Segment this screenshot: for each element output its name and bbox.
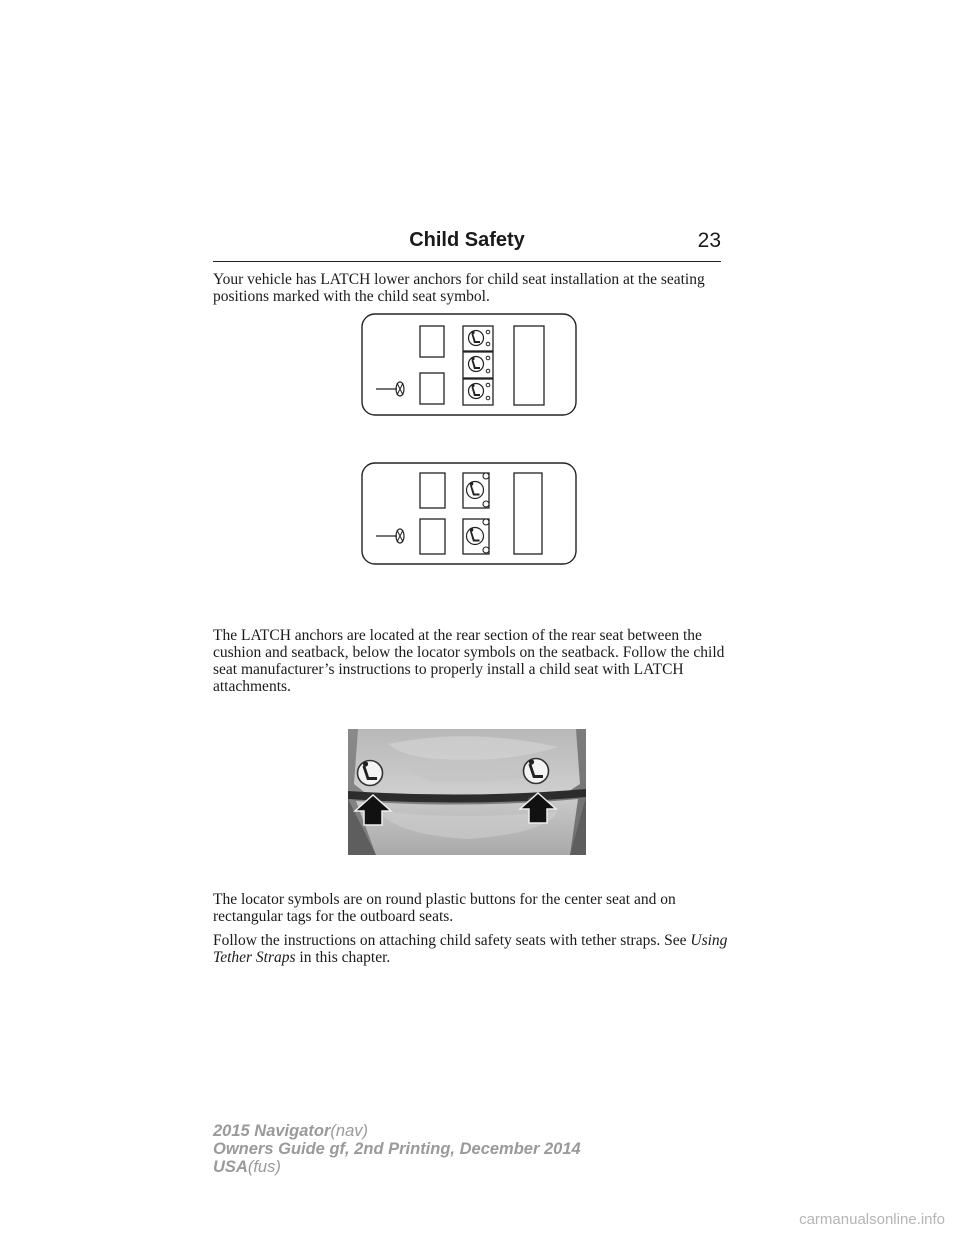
child-seat-icon	[467, 482, 484, 499]
intro-paragraph: Your vehicle has LATCH lower anchors for child seat installation at the seating positions marked with the child seat symbol.	[213, 271, 705, 305]
latch-location-paragraph: The LATCH anchors are located at the rear section of the rear seat between the cushion and seatback, below the locator symbols on the seatback. Follow the child seat manufacturer’s instructions to properly install a child seat with LATCH attachments.	[213, 627, 725, 695]
front-seat-driver	[420, 519, 445, 554]
footer-market-code: (fus)	[247, 1158, 281, 1176]
footer-printing: Owners Guide gf, 2nd Printing, December 2014	[213, 1140, 581, 1158]
tether-text: Follow the instructions on attaching child safety seats with tether straps. See	[213, 932, 687, 949]
footer-market: USA	[213, 1158, 248, 1176]
child-seat-locator-icon	[358, 761, 383, 786]
footer-model: 2015 Navigator	[213, 1122, 331, 1140]
section-title: Child Safety	[409, 229, 525, 251]
front-seat-passenger	[420, 326, 444, 357]
third-row-bench	[514, 326, 544, 405]
tether-text-suffix: in this chapter.	[299, 949, 391, 966]
page-number: 23	[697, 229, 721, 252]
footer-line-2	[213, 1140, 581, 1158]
watermark: carmanualsonline.info	[799, 1211, 945, 1228]
tether-instructions-paragraph	[213, 932, 733, 966]
seating-diagram-three-position	[361, 313, 577, 417]
child-seat-icon	[469, 357, 484, 372]
page-header	[213, 229, 721, 262]
cross-reference-link[interactable]: Using Tether Straps	[213, 932, 728, 966]
document-footer	[213, 1122, 581, 1176]
footer-line-3	[213, 1158, 581, 1176]
locator-symbols-paragraph: The locator symbols are on round plastic buttons for the center seat and on rectangular tags for the outboard seats.	[213, 891, 676, 925]
footer-line-1	[213, 1122, 581, 1140]
third-row-bench	[514, 473, 542, 554]
seating-diagram-two-position	[361, 462, 577, 566]
latch-anchor-illustration	[348, 729, 586, 855]
child-seat-icon	[469, 331, 484, 346]
front-seat-passenger	[420, 473, 445, 508]
child-seat-locator-icon	[524, 759, 549, 784]
footer-model-code: (nav)	[330, 1122, 368, 1140]
child-seat-icon	[469, 384, 484, 399]
front-seat-driver	[420, 373, 444, 404]
child-seat-icon	[467, 528, 484, 545]
